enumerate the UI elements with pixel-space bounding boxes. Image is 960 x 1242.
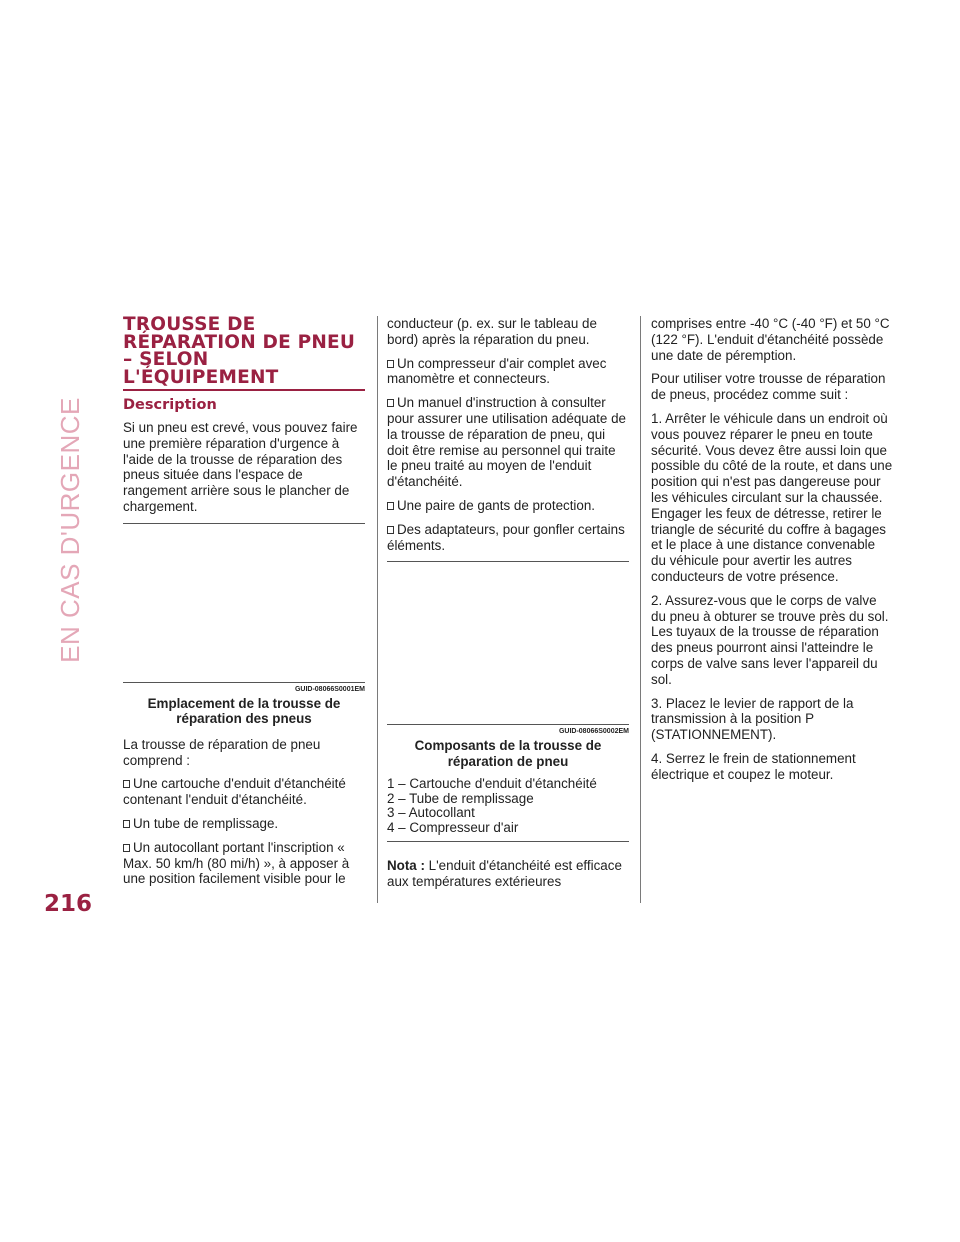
checkbox-bullet-icon: [387, 399, 394, 407]
nota-continuation: comprises entre -40 °C (-40 °F) et 50 °C (122 °F). L'enduit d'étanchéité possède une date de péremption.: [651, 316, 890, 363]
title-rule: [123, 389, 365, 391]
column-1: [123, 316, 365, 895]
procedure-step: 3. Placez le levier de rapport de la transmission à la position P (STATIONNEMENT).: [651, 695, 854, 743]
list-item: Un manuel d'instruction à consulter pour assurer une utilisation adéquate de la trousse de réparation de pneu, qui doit être remise au personnel qui traite le pneu traité au moyen de l'enduit d'étanchéité.: [387, 395, 626, 490]
checkbox-bullet-icon: [387, 526, 394, 534]
figure-caption: Composants de la trousse de réparation de pneu: [414, 738, 602, 769]
section-title: TROUSSE DE RÉPARATION DE PNEU – SELON L'ÉQUIPEMENT: [123, 314, 356, 388]
figure-bottom-rule: [387, 724, 629, 725]
figure-tire-kit-location: [123, 524, 365, 682]
intro-paragraph: Si un pneu est crevé, vous pouvez faire une première réparation d'urgence à l'aide de la trousse de réparation des pneus située dans l'espace de rangement arrière sous le plancher de chargement.: [123, 420, 358, 514]
kit-intro: La trousse de réparation de pneu comprend :: [123, 736, 321, 768]
legend-item: 2 – Tube de remplissage: [387, 790, 534, 806]
checkbox-bullet-icon: [387, 502, 394, 510]
checkbox-bullet-icon: [123, 820, 130, 828]
list-item-continuation: conducteur (p. ex. sur le tableau de bord) après la réparation du pneu.: [387, 316, 597, 347]
figure-bottom-rule: [123, 682, 365, 683]
chapter-side-tab: EN CAS D'URGENCE: [55, 397, 85, 663]
legend-item: 3 – Autocollant: [387, 805, 475, 821]
column-divider: [640, 316, 641, 903]
checkbox-bullet-icon: [387, 360, 394, 368]
figure-caption: Emplacement de la trousse de réparation des pneus: [147, 695, 341, 727]
figure-legend: [387, 777, 629, 835]
list-item: Des adaptateurs, pour gonfler certains éléments.: [387, 521, 625, 553]
checkbox-bullet-icon: [123, 780, 130, 788]
column-3: [651, 316, 893, 791]
checkbox-bullet-icon: [123, 844, 130, 852]
nota-label: Nota :: [387, 858, 425, 874]
figure-code: GUID-08066S0002EM: [558, 728, 629, 736]
procedure-step: 1. Arrêter le véhicule dans un endroit où vous pouvez réparer le pneu en toute sécurité. Vous devez être aussi loin que possible du côté de la route, et dans une position qui n'est pas dangereuse pour les véhicules circulant sur la chaussée. Engager les feux de détresse, retirer le triangle de sécurité du coffre à bagages et le place à une distance convenable du véhicule pour avertir les autres conducteurs de votre présence.: [651, 410, 893, 584]
subheading-description: Description: [123, 397, 217, 413]
list-item: Un compresseur d'air complet avec manomètre et connecteurs.: [387, 355, 607, 387]
legend-item: 1 – Cartouche d'enduit d'étanchéité: [387, 776, 597, 792]
list-item: Un tube de remplissage.: [123, 816, 365, 832]
legend-rule: [387, 841, 629, 842]
procedure-intro: Pour utiliser votre trousse de réparation de pneus, procédez comme suit :: [651, 371, 886, 403]
page-number: 216: [44, 891, 93, 917]
column-divider: [377, 316, 378, 903]
figure-code: GUID-08066S0001EM: [294, 685, 365, 693]
procedure-step: 4. Serrez le frein de stationnement électrique et coupez le moteur.: [651, 750, 856, 782]
nota-text: L'enduit d'étanchéité est efficace aux températures extérieures: [387, 858, 622, 890]
list-item: Une cartouche d'enduit d'étanchéité contenant l'enduit d'étanchéité.: [123, 776, 346, 808]
list-item: Une paire de gants de protection.: [387, 498, 629, 514]
procedure-step: 2. Assurez-vous que le corps de valve du pneu à obturer se trouve près du sol. Les tuyaux de la trousse de réparation des pneus pourront ainsi l'atteindre le corps de valve sans lever l'appareil du sol.: [651, 592, 889, 687]
figure-tire-kit-components: [387, 562, 629, 724]
list-item: Un autocollant portant l'inscription « Max. 50 km/h (80 mi/h) », à apposer à une position facilement visible pour le: [123, 839, 350, 887]
nota-paragraph: [387, 858, 629, 890]
column-2: [387, 316, 629, 898]
legend-item: 4 – Compresseur d'air: [387, 819, 519, 835]
